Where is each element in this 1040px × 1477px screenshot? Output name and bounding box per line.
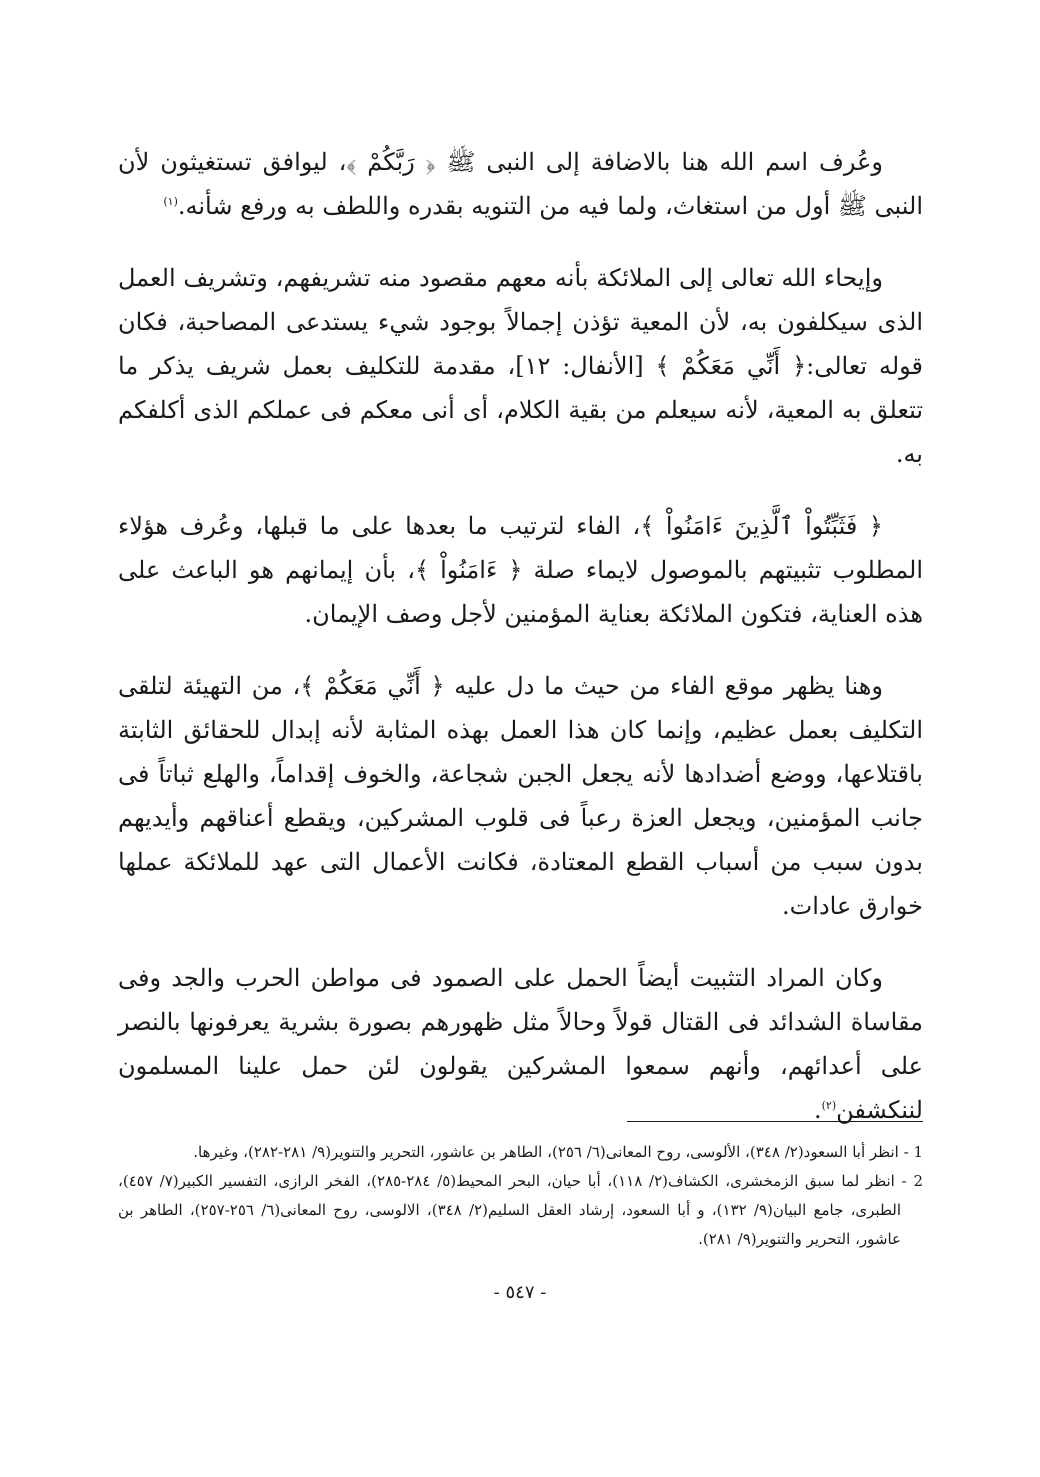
paragraph-2: وإيحاء الله تعالى إلى الملائكة بأنه معهم مقصود منه تشريفهم، وتشريف العمل الذى سيكلفون به، لأن المعية تؤذن إجمالاً بوجود شيء يستدعى المصاحبة، فكان قوله تعالى:﴿ أَنِّي مَعَكُمْ ﴾ [الأنفال: ١٢]، مقدمة للتكليف بعمل شريف يذكر ما تتعلق به المعية، لأنه سيعلم من بقية الكلام، أى أنى معكم فى عملكم الذى أكلفكم به. xyxy=(118,264,923,468)
footnote-ref-1[interactable]: (١) xyxy=(163,195,178,208)
footnote-number: 2 xyxy=(913,1172,923,1190)
footnote-ref-2[interactable]: (٢) xyxy=(821,1099,837,1112)
paragraph-3: ﴿ فَثَبِّتُواْ ٱلَّذِينَ ءَامَنُواْ ﴾، الفاء لترتيب ما بعدها على ما قبلها، وعُرف هؤلاء المطلوب تثبيتهم بالموصول لايماء صلة ﴿ ءَامَنُواْ ﴾، بأن إيمانهم هو الباعث على هذه العناية، فتكون الملائكة بعناية المؤمنين لأجل وصف الإيمان. xyxy=(118,512,923,628)
main-text xyxy=(118,140,923,1160)
page-number: - ٥٤٧ - xyxy=(493,1282,547,1303)
footnotes xyxy=(118,1138,923,1254)
footnote-2: 2 - انظر لما سبق الزمخشرى، الكشاف(٢/ ١١٨)، أبا حيان، البحر المحيط(٥/ ٢٨٤-٢٨٥)، الفخر الرازى، التفسير الكبير(٧/ ٤٥٧)، الطبرى، جامع البيان(٩/ ١٣٢)، و أبا السعود، إرشاد العقل السليم(٢/ ٣٤٨)، الالوسى، روح المعانى(٦/ ٢٥٦-٢٥٧)، الطاهر بن عاشور، التحرير والتنوير(٩/ ٢٨١). xyxy=(118,1172,923,1248)
footnote-divider xyxy=(627,1121,923,1122)
paragraph-5: وكان المراد التثبيت أيضاً الحمل على الصمود فى مواطن الحرب والجد وفى مقاساة الشدائد فى القتال قولاً وحالاً مثل ظهورهم بصورة بشرية يعرفونها بالنصر على أعدائهم، وأنهم سمعوا المشركين يقولون لئن حمل علينا المسلمون لننكشفن$^{(٢)}$. xyxy=(118,964,923,1124)
paragraph-4: وهنا يظهر موقع الفاء من حيث ما دل عليه ﴿ أَنِّي مَعَكُمْ ﴾، من التهيئة لتلقى التكليف بعمل عظيم، وإنما كان هذا العمل بهذه المثابة لأنه إبدال للحقائق الثابتة باقتلاعها، ووضع أضدادها لأنه يجعل الجبن شجاعة، والخوف إقداماً، والهلع ثباتاً فى جانب المؤمنين، ويجعل العزة رعباً فى قلوب المشركين، ويقطع أعناقهم وأيديهم بدون سبب من أسباب القطع المعتادة، فكانت الأعمال التى عهد للملائكة عملها خوارق عادات. xyxy=(118,672,923,920)
footnote-number: 1 xyxy=(913,1143,923,1161)
footnote-1: 1 - انظر أبا السعود(٢/ ٣٤٨)، الألوسى، روح المعانى(٦/ ٢٥٦)، الطاهر بن عاشور، التحرير والتنوير(٩/ ٢٨١-٢٨٢)، وغيرها. xyxy=(193,1143,923,1161)
paragraph-1: وعُرف اسم الله هنا بالاضافة إلى النبى ﷺ ﴿ رَبَّكُمْ ﴾، ليوافق تستغيثون لأن النبى ﷺ أول من استغاث، ولما فيه من التنويه بقدره واللطف به ورفع شأنه.$^{(١)}$ xyxy=(118,148,923,220)
